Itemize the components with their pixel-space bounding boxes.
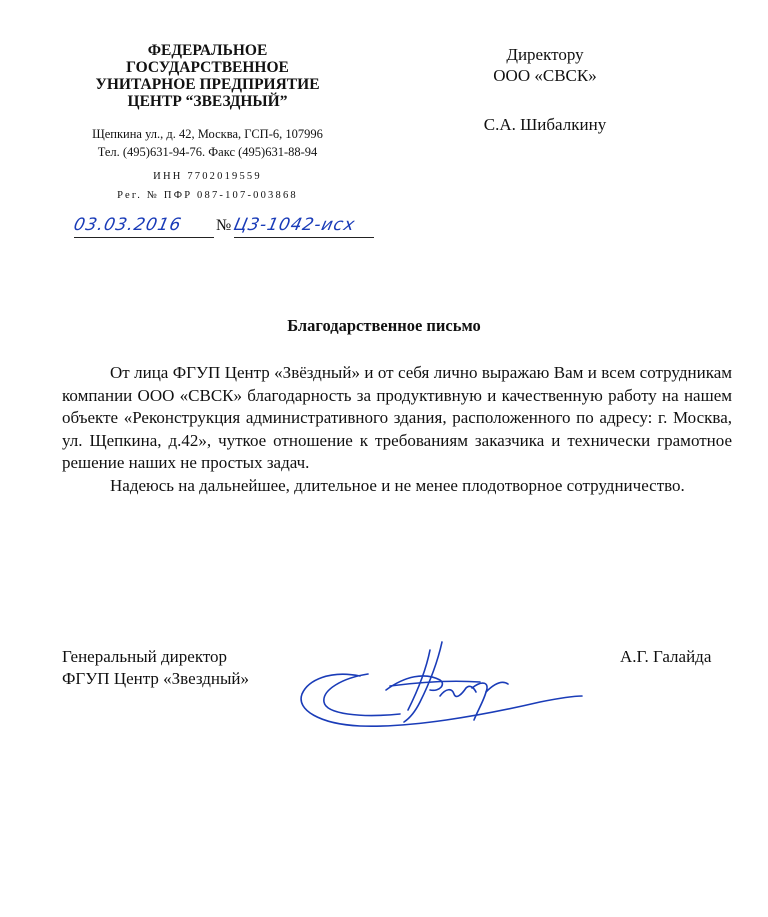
org-pfr: Рег. № ПФР 087-107-003868 — [117, 190, 298, 201]
organization-ids — [70, 167, 345, 205]
recipient-company: ООО «СВСК» — [493, 66, 597, 85]
signatory-name: А.Г. Галайда — [620, 647, 712, 666]
org-name-line: ЦЕНТР “ЗВЕЗДНЫЙ” — [127, 93, 288, 110]
letter-paragraph: Надеюсь на дальнейшее, длительное и не менее плодотворное сотрудничество. — [110, 475, 685, 495]
signatory-title — [62, 646, 322, 690]
organization-contacts — [70, 125, 345, 161]
recipient-name: С.А. Шибалкину — [483, 115, 607, 134]
org-phone: Тел. (495)631-94-76. Факс (495)631-88-94 — [97, 145, 318, 159]
org-address: Щепкина ул., д. 42, Москва, ГСП-6, 107996 — [92, 127, 323, 141]
signatory-title-line: ФГУП Центр «Звездный» — [62, 669, 249, 688]
signatory-title-line: Генеральный директор — [62, 647, 228, 666]
org-name-line: ФЕДЕРАЛЬНОЕ — [147, 42, 268, 59]
org-name-line: УНИТАРНОЕ ПРЕДПРИЯТИЕ — [95, 76, 320, 93]
org-inn: ИНН 7702019559 — [153, 171, 262, 182]
handwritten-signature — [290, 630, 590, 740]
recipient-position: Директору — [506, 45, 584, 64]
registration-number: Ц3-1042-исх — [231, 215, 358, 235]
registration-date-field — [71, 215, 214, 238]
letter-body — [62, 362, 732, 497]
registration-line — [70, 215, 380, 245]
registration-number-field — [231, 215, 374, 238]
registration-date: 03.03.2016 — [71, 215, 184, 235]
letter-paragraph: От лица ФГУП Центр «Звёздный» и от себя лично выражаю Вам и всем сотрудникам компании ООО «СВСК» благодарность за продуктивную и качественную работу на нашем объекте «Реконструкция административного здания, расположенного по адресу: г. Москва, ул. Щепкина, д.42», чуткое отношение к требованиям заказчика и технически грамотное решение наших не простых задач. — [62, 363, 732, 472]
number-sign: № — [216, 217, 232, 234]
letter-title: Благодарственное письмо — [287, 316, 481, 335]
organization-header — [70, 42, 345, 205]
recipient-block — [470, 44, 620, 135]
org-name-line: ГОСУДАРСТВЕННОЕ — [126, 59, 289, 76]
organization-name — [70, 42, 345, 110]
